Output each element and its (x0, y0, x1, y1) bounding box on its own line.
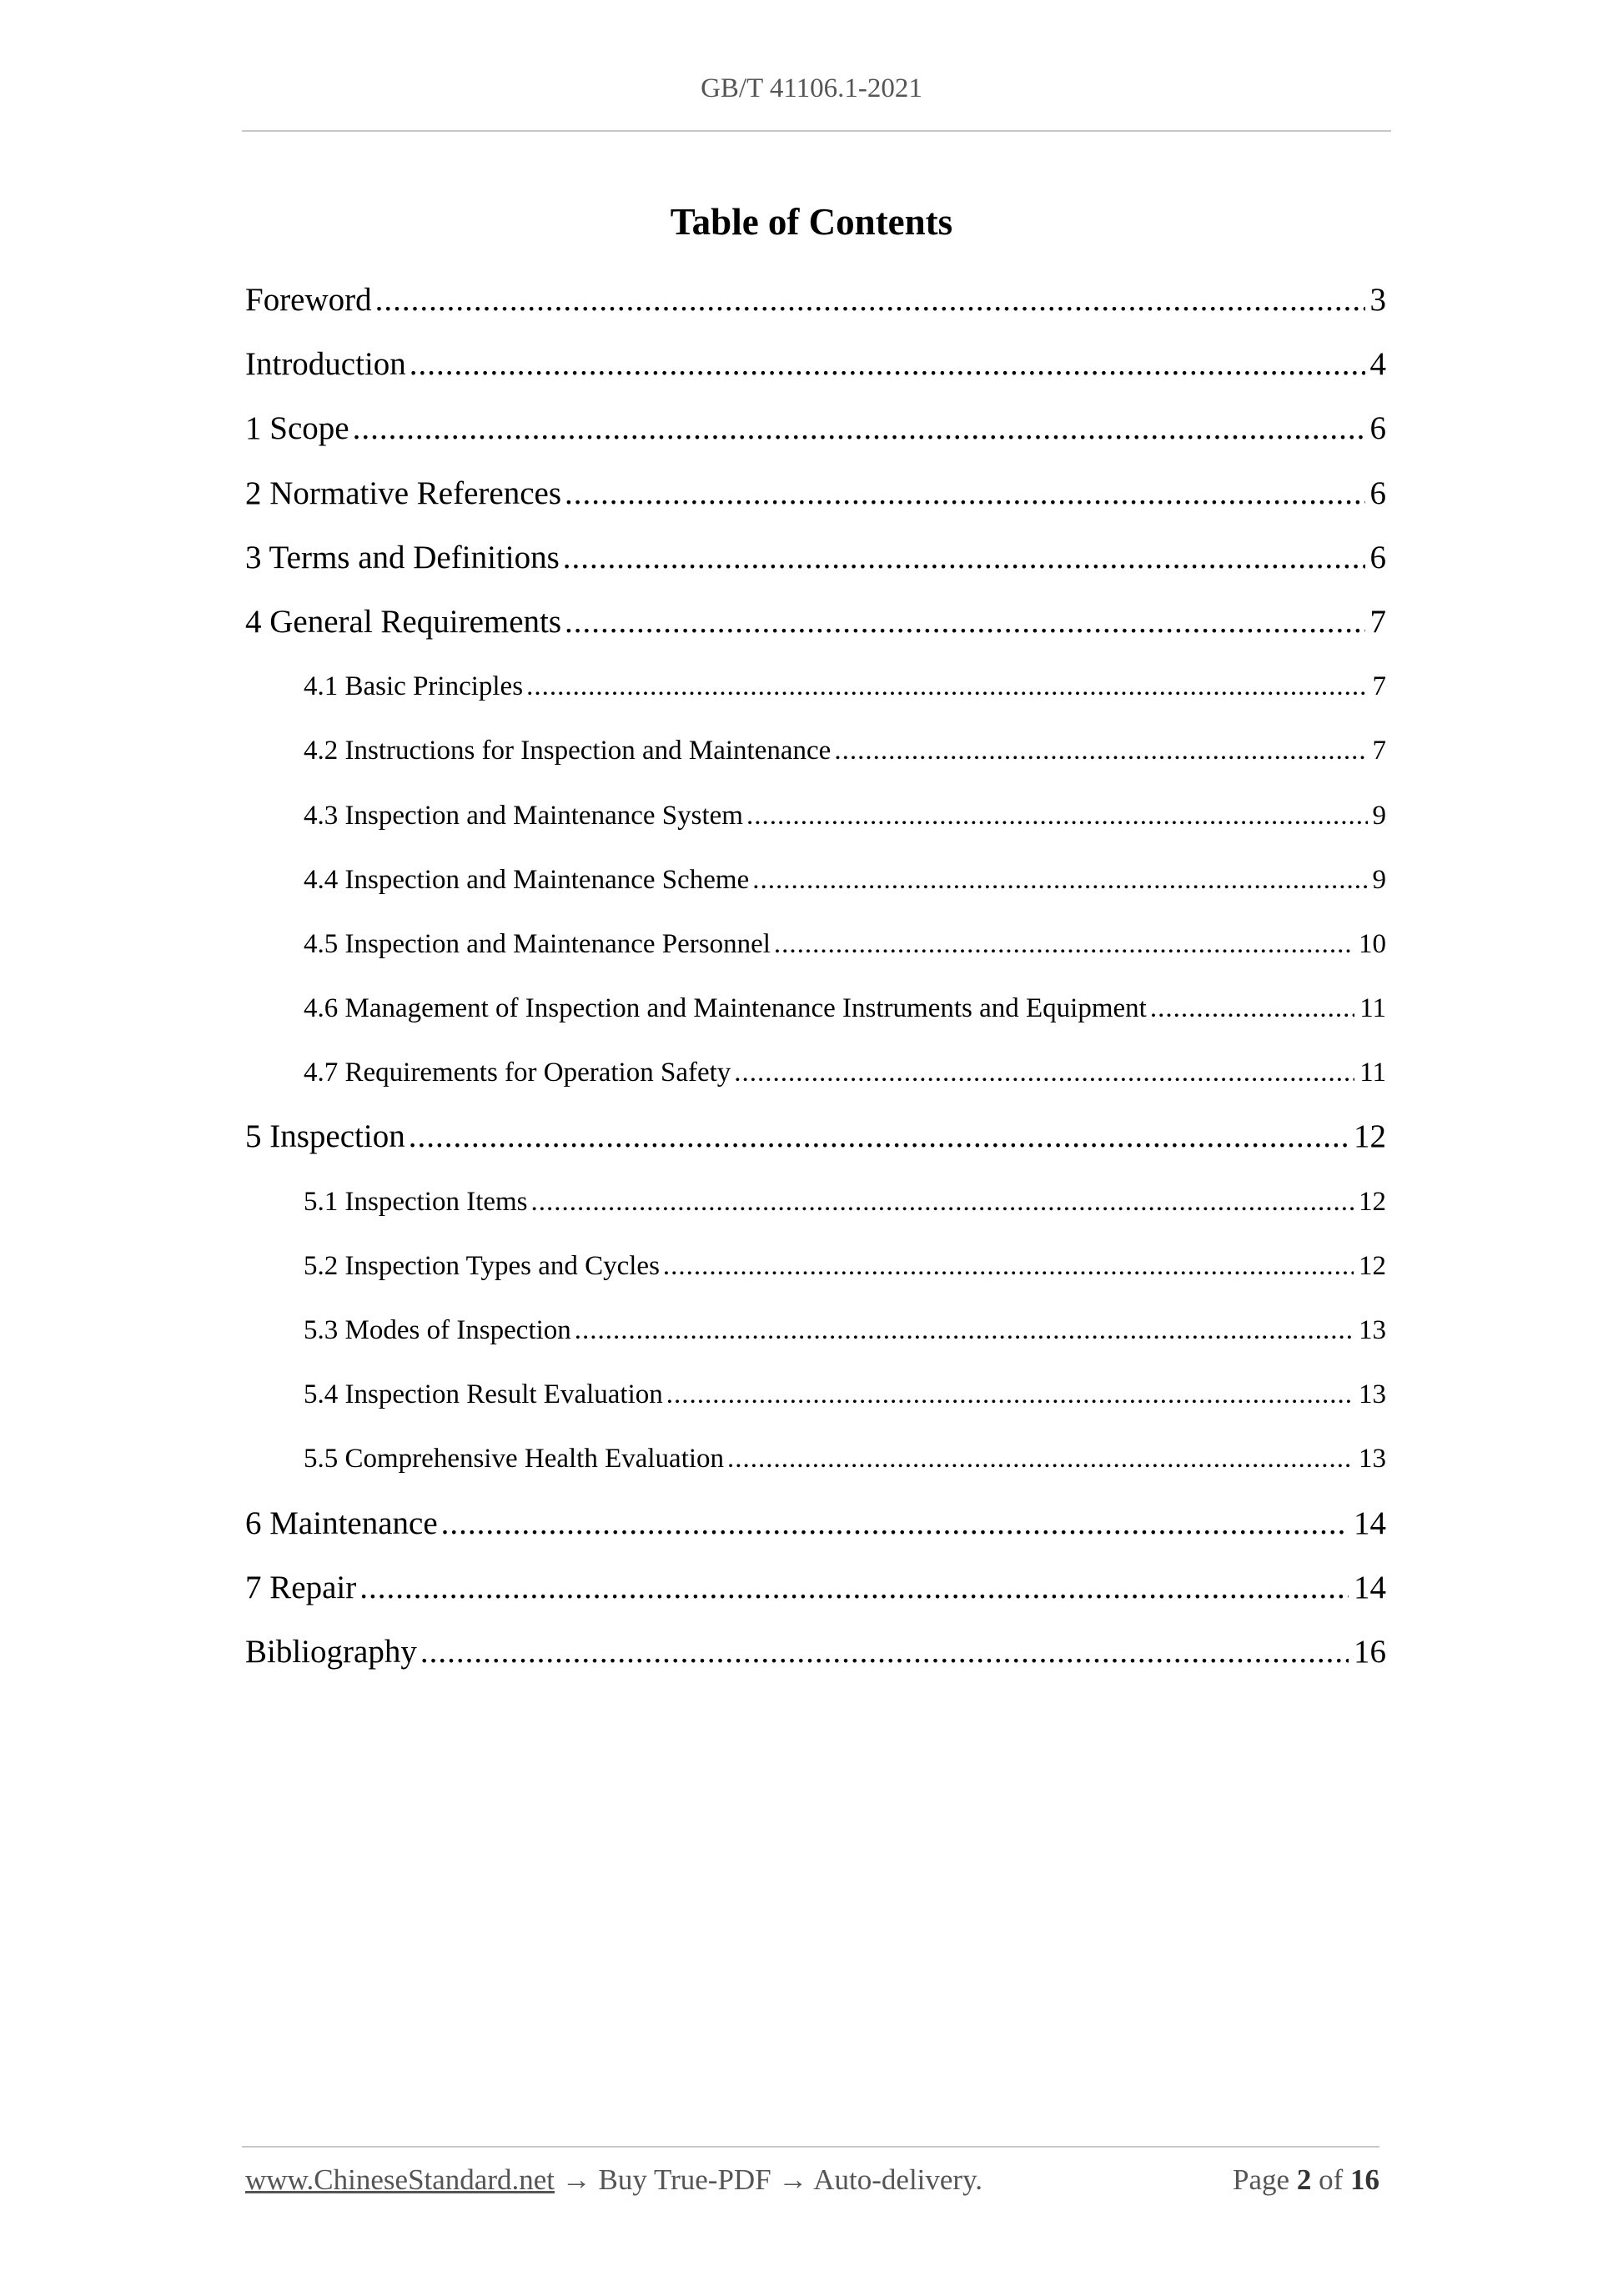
arrow-right-icon: → (561, 2163, 591, 2196)
toc-entry-page: 12 (1359, 1250, 1386, 1281)
document-code-header: GB/T 41106.1-2021 (701, 73, 922, 103)
toc-entry-label: 6 Maintenance (245, 1505, 438, 1541)
toc-entry-label: 4.2 Instructions for Inspection and Maintenance (304, 736, 832, 766)
dot-leader (663, 1243, 1354, 1289)
footer-promo (245, 2163, 982, 2197)
toc-entry-page: 6 (1369, 539, 1386, 575)
toc-entry-health-evaluation[interactable] (245, 1435, 1386, 1500)
toc-entry-page: 14 (1354, 1505, 1386, 1541)
toc-entry-page: 12 (1354, 1118, 1386, 1155)
toc-entry-label: 2 Normative References (245, 475, 561, 511)
toc-entry-label: 3 Terms and Definitions (245, 539, 560, 575)
toc-entry-label: 1 Scope (245, 410, 349, 447)
toc-entry-label: Bibliography (245, 1633, 417, 1670)
toc-entry-scope[interactable] (245, 405, 1386, 470)
toc-entry-operation-safety[interactable] (245, 1049, 1386, 1113)
toc-entry-page: 13 (1359, 1379, 1386, 1410)
toc-entry-label: 4.4 Inspection and Maintenance Scheme (304, 864, 750, 895)
toc-entry-page: 16 (1354, 1633, 1386, 1670)
toc-entry-inspection-types[interactable] (245, 1243, 1386, 1307)
toc-entry-instructions[interactable] (245, 727, 1386, 791)
toc-entry-label: 7 Repair (245, 1569, 357, 1605)
toc-entry-label: 4.7 Requirements for Operation Safety (304, 1058, 731, 1088)
toc-entry-page: 7 (1369, 603, 1386, 640)
dot-leader (441, 1500, 1349, 1547)
current-page-number: 2 (1296, 2163, 1312, 2196)
toc-entry-maintenance-system[interactable] (245, 792, 1386, 857)
dot-leader (575, 1307, 1354, 1354)
page-word: Page (1233, 2163, 1290, 2196)
toc-entry-introduction[interactable] (245, 341, 1386, 405)
dot-leader (420, 1629, 1349, 1676)
dot-leader (410, 341, 1365, 388)
toc-entry-repair[interactable] (245, 1565, 1386, 1629)
toc-entry-page: 11 (1359, 1058, 1386, 1088)
dot-leader (746, 792, 1368, 839)
toc-entry-page: 6 (1369, 475, 1386, 511)
dot-leader (1150, 985, 1354, 1032)
toc-entry-page: 6 (1369, 410, 1386, 447)
dot-leader (774, 921, 1354, 967)
dot-leader (565, 470, 1365, 517)
toc-entry-page: 13 (1359, 1315, 1386, 1345)
toc-entry-normative-references[interactable] (245, 470, 1386, 535)
toc-entry-page: 4 (1369, 346, 1386, 383)
toc-entry-page: 10 (1359, 928, 1386, 959)
toc-entry-label: 5.4 Inspection Result Evaluation (304, 1379, 663, 1410)
toc-entry-page: 14 (1354, 1569, 1386, 1605)
site-link[interactable]: www.ChineseStandard.net (245, 2163, 555, 2196)
arrow-right-icon: → (778, 2163, 808, 2196)
dot-leader (565, 599, 1364, 646)
toc-entry-label: 4.5 Inspection and Maintenance Personnel (304, 928, 771, 959)
toc-entry-label: 5.1 Inspection Items (304, 1186, 528, 1217)
toc-entry-page: 9 (1372, 800, 1386, 831)
toc-entry-foreword[interactable] (245, 277, 1386, 341)
toc-entry-basic-principles[interactable] (245, 663, 1386, 727)
toc-entry-page: 11 (1359, 993, 1386, 1024)
dot-leader (353, 405, 1365, 452)
toc-entry-label: 4.3 Inspection and Maintenance System (304, 800, 743, 831)
toc-entry-inspection[interactable] (245, 1113, 1386, 1178)
page-indicator (1233, 2163, 1379, 2197)
toc-entry-label: 5 Inspection (245, 1118, 405, 1155)
dot-leader (563, 535, 1365, 581)
auto-delivery-text: Auto-delivery. (813, 2163, 983, 2196)
footer-divider (242, 2146, 1379, 2148)
toc-entry-label: 4 General Requirements (245, 603, 562, 640)
dot-leader (834, 727, 1367, 774)
toc-entry-maintenance-personnel[interactable] (245, 921, 1386, 985)
toc-entry-result-evaluation[interactable] (245, 1371, 1386, 1435)
toc-entry-label: 5.2 Inspection Types and Cycles (304, 1250, 660, 1281)
toc-entry-page: 12 (1359, 1186, 1386, 1217)
toc-entry-terms-and-definitions[interactable] (245, 535, 1386, 599)
toc-entry-label: 5.3 Modes of Inspection (304, 1315, 571, 1345)
dot-leader (752, 857, 1367, 903)
dot-leader (531, 1178, 1354, 1225)
toc-entry-modes-of-inspection[interactable] (245, 1307, 1386, 1371)
dot-leader (526, 663, 1367, 710)
total-page-count: 16 (1350, 2163, 1379, 2196)
of-word: of (1319, 2163, 1344, 2196)
toc-entry-page: 7 (1372, 671, 1386, 702)
toc-entry-page: 7 (1372, 736, 1386, 766)
dot-leader (409, 1113, 1349, 1160)
toc-entry-general-requirements[interactable] (245, 599, 1386, 663)
dot-leader (727, 1435, 1354, 1482)
dot-leader (359, 1565, 1349, 1611)
toc-entry-bibliography[interactable] (245, 1629, 1386, 1693)
dot-leader (375, 277, 1365, 324)
toc-title: Table of Contents (670, 201, 953, 243)
toc-entry-maintenance[interactable] (245, 1500, 1386, 1565)
toc-entry-label: 4.6 Management of Inspection and Maintenance Instruments and Equipment (304, 993, 1147, 1024)
toc-entry-page: 9 (1372, 864, 1386, 895)
header-divider (242, 130, 1391, 132)
table-of-contents (245, 277, 1386, 1693)
buy-true-pdf-text: Buy True-PDF (598, 2163, 771, 2196)
toc-entry-inspection-items[interactable] (245, 1178, 1386, 1243)
toc-entry-label: Introduction (245, 346, 406, 383)
toc-entry-page: 3 (1369, 282, 1386, 318)
dot-leader (666, 1371, 1354, 1418)
toc-entry-maintenance-scheme[interactable] (245, 857, 1386, 921)
toc-entry-label: 4.1 Basic Principles (304, 671, 524, 702)
toc-entry-page: 13 (1359, 1444, 1386, 1475)
dot-leader (734, 1049, 1354, 1096)
toc-entry-label: Foreword (245, 282, 372, 318)
toc-entry-instruments-and-equipment[interactable] (245, 985, 1386, 1049)
toc-entry-label: 5.5 Comprehensive Health Evaluation (304, 1444, 725, 1475)
